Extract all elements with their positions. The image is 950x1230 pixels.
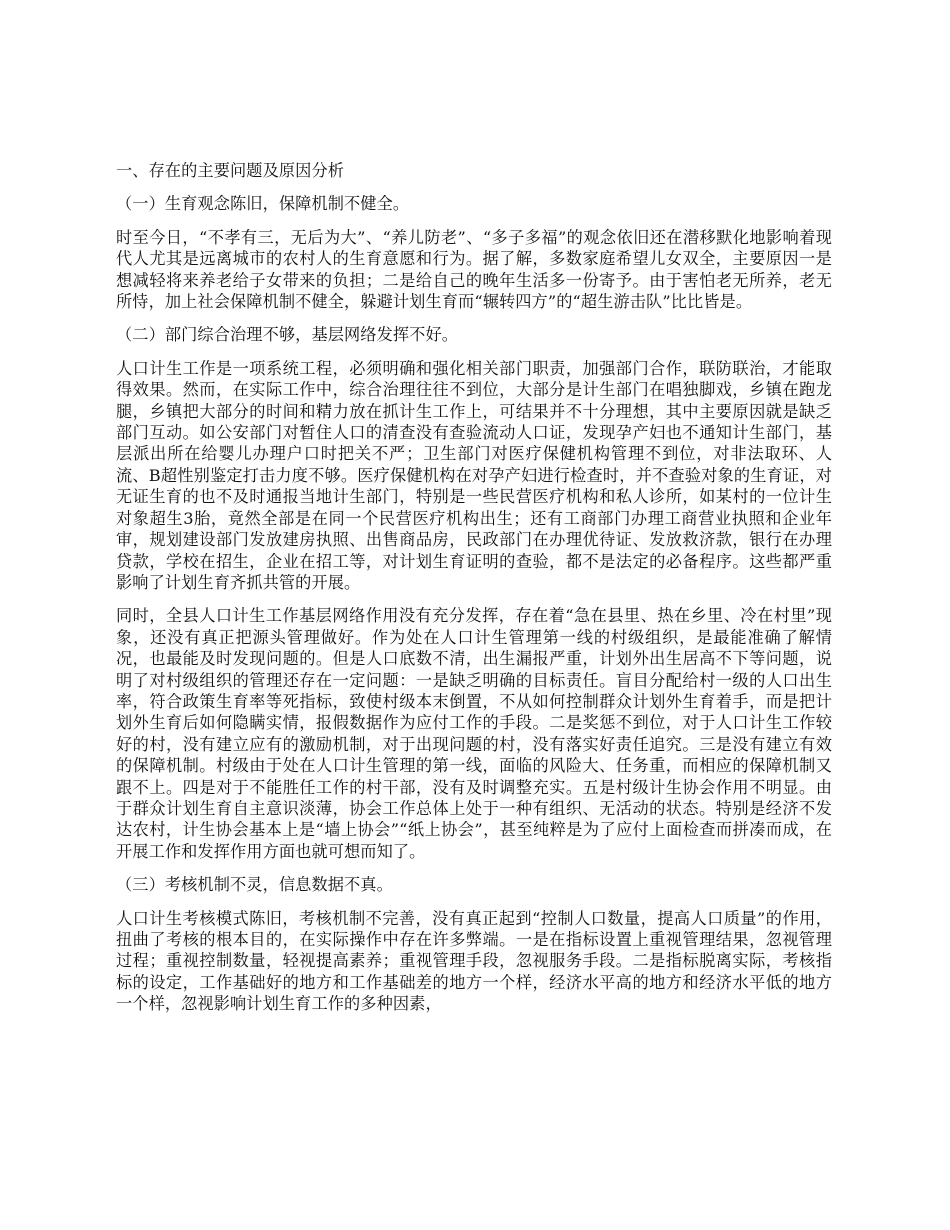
section-2-title: （二）部门综合治理不够，基层网络发挥不好。 bbox=[116, 325, 459, 345]
section-1-paragraph-1: 时至今日，“不孝有三，无后为大”、“养儿防老”、“多子多福”的观念依旧还在潜移默化地影响着现代人尤其是远离城市的农村人的生育意愿和行为。据了解，多数家庭希望儿女双全，主要原因一是想减轻将来养老给子女带来的负担；二是给自己的晚年生活多一份寄予。由于害怕老无所养，老无所恃，加上社会保障机制不健全，躲避计划生育而“辗转四方”的“超生游击队”比比皆是。 bbox=[116, 227, 832, 312]
section-1-title: （一）生育观念陈旧，保障机制不健全。 bbox=[116, 194, 410, 214]
section-3-title: （三）考核机制不灵，信息数据不真。 bbox=[116, 875, 393, 895]
section-2-paragraph-2: 同时，全县人口计生工作基层网络作用没有充分发挥，存在着“急在县里、热在乡里、冷在村里”现象，还没有真正把源头管理做好。作为处在人口计生管理第一线的村级组织，是最能准确了解情况，也最能及时发现问题的。但是人口底数不清，出生漏报严重，计划外出生居高不下等问题，说明了对村级组织的管理还存在一定问题：一是缺乏明确的目标责任。盲目分配给村一级的人口出生率，符合政策生育率等死指标，致使村级本末倒置，不从如何控制群众计划外生育着手，而是把计划外生育后如何隐瞒实情，报假数据作为应付工作的手段。二是奖惩不到位，对于人口计生工作较好的村，没有建立应有的激励机制，对于出现问题的村，没有落实好责任追究。三是没有建立有效的保障机制。村级由于处在人口计生管理的第一线，面临的风险大、任务重，而相应的保障机制又跟不上。四是对于不能胜任工作的村干部，没有及时调整充实。五是村级计生协会作用不明显。由于群众计划生育自主意识淡薄，协会工作总体上处于一种有组织、无活动的状态。特别是经济不发达农村，计生协会基本上是“墙上协会”“纸上协会”，甚至纯粹是为了应付上面检查而拼凑而成，在开展工作和发挥作用方面也就可想而知了。 bbox=[116, 606, 832, 861]
section-2-paragraph-1: 人口计生工作是一项系统工程，必须明确和强化相关部门职责，加强部门合作，联防联治，才能取得效果。然而，在实际工作中，综合治理往往不到位，大部分是计生部门在唱独脚戏，乡镇在跑龙腿，乡镇把大部分的时间和精力放在抓计生工作上，可结果并不十分理想，其中主要原因就是缺乏部门互动。如公安部门对暂住人口的清查没有查验流动人口证，发现孕产妇也不通知计生部门，基层派出所在给婴儿办理户口时把关不严；卫生部门对医疗保健机构管理不到位，对非法取环、人流、B超性别鉴定打击力度不够。医疗保健机构在对孕产妇进行检查时，并不查验对象的生育证，对无证生育的也不及时通报当地计生部门，特别是一些民营医疗机构和私人诊所，如某村的一位计生对象超生3胎，竟然全部是在同一个民营医疗机构出生；还有工商部门办理工商营业执照和企业年审，规划建设部门发放建房执照、出售商品房，民政部门在办理优待证、发放救济款，银行在办理贷款，学校在招生，企业在招工等，对计划生育证明的查验，都不是法定的必备程序。这些都严重影响了计划生育齐抓共管的开展。 bbox=[116, 358, 832, 592]
document-heading: 一、存在的主要问题及原因分析 bbox=[116, 161, 345, 180]
section-3-paragraph-1: 人口计生考核模式陈旧，考核机制不完善，没有真正起到“控制人口数量，提高人口质量”的作用，扭曲了考核的根本目的，在实际操作中存在许多弊端。一是在指标设置上重视管理结果，忽视管理过程；重视控制数量，轻视提高素养；重视管理手段，忽视服务手段。二是指标脱离实际，考核指标的设定，工作基础好的地方和工作基础差的地方一个样，经济水平高的地方和经济水平低的地方一个样，忽视影响计划生育工作的多种因素， bbox=[116, 908, 832, 1014]
document-body bbox=[116, 160, 832, 1027]
